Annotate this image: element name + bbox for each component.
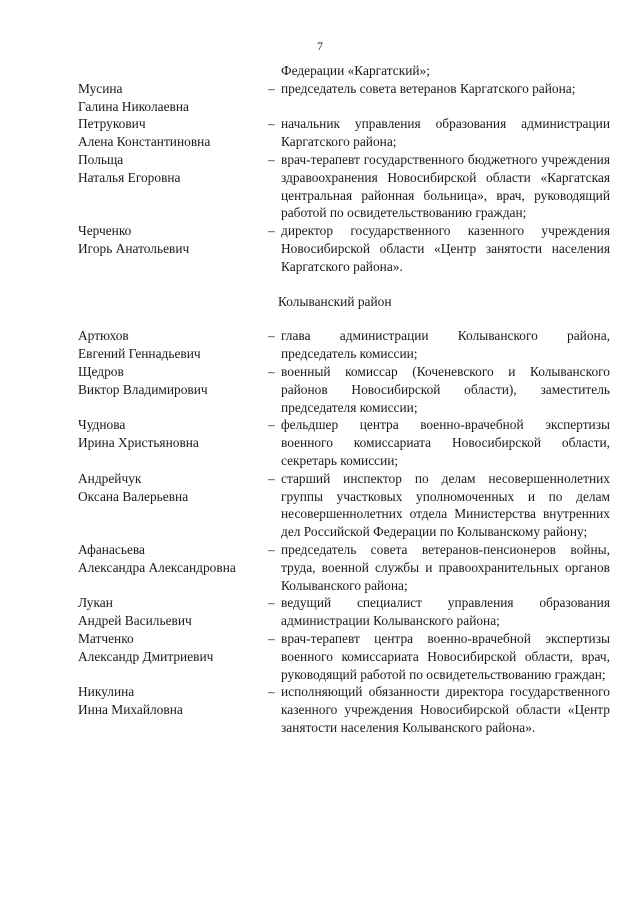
- member-name: [78, 327, 268, 363]
- member-given-names: Александра Александровна: [78, 559, 236, 575]
- member-given-names: Наталья Егоровна: [78, 169, 181, 185]
- dash-separator: –: [268, 595, 275, 611]
- member-given-names: Алена Константиновна: [78, 134, 211, 150]
- member-name: [78, 363, 268, 416]
- member-role: директор государственного казенного учреждения Новосибирской области «Центр занятости населения Каргатского района».: [281, 223, 610, 274]
- member-name: [78, 151, 268, 222]
- member-surname: Андрейчук: [78, 470, 142, 486]
- dash-separator: –: [268, 684, 275, 700]
- member-surname: Петрукович: [78, 116, 146, 132]
- section-heading-kolyvansky: Колыванский район: [278, 293, 392, 309]
- dash-separator: –: [268, 223, 275, 239]
- dash-separator: –: [268, 116, 275, 132]
- member-given-names: Оксана Валерьевна: [78, 488, 189, 504]
- dash-separator: –: [268, 541, 275, 557]
- member-surname: Лукан: [78, 595, 113, 611]
- member-given-names: Виктор Владимирович: [78, 381, 208, 397]
- member-entry: [78, 115, 610, 151]
- member-entry: [78, 541, 610, 594]
- member-surname: Мусина: [78, 80, 123, 96]
- dash-separator: –: [268, 328, 275, 344]
- member-name: [78, 683, 268, 736]
- member-surname: Артюхов: [78, 328, 129, 344]
- page-number: 7: [317, 39, 323, 53]
- member-name: [78, 222, 268, 275]
- member-entry: [78, 80, 610, 116]
- commission-list: [78, 62, 610, 737]
- member-role: исполняющий обязанности директора государственного казенного учреждения Новосибирской области «Центр занятости населения Колыванского района».: [281, 684, 610, 735]
- dash-separator: –: [268, 470, 275, 486]
- member-name: [78, 416, 268, 469]
- member-entry: [78, 327, 610, 363]
- member-surname: Афанасьева: [78, 541, 145, 557]
- member-entry: [78, 151, 610, 222]
- member-role: врач-терапевт государственного бюджетного учреждения здравоохранения Новосибирской области «Каргатская центральная районная больница», врач, руководящий работой по освидетельствованию граждан;: [281, 151, 610, 221]
- member-surname: Чуднова: [78, 417, 126, 433]
- member-entry: [78, 630, 610, 683]
- member-role: председатель совета ветеранов-пенсионеров войны, труда, военной службы и правоохранительных органов Колыванского района;: [281, 541, 610, 593]
- member-entry: [78, 222, 610, 275]
- dash-separator: –: [268, 80, 275, 96]
- member-given-names: Евгений Геннадьевич: [78, 346, 201, 362]
- dash-separator: –: [268, 151, 275, 167]
- member-entry: [78, 470, 610, 541]
- member-role: старший инспектор по делам несовершеннолетних группы участковых уполномоченных и по делам несовершеннолетних отдела Министерства внутренних дел Российской Федерации по Колыванскому району;: [281, 470, 610, 540]
- member-role: врач-терапевт центра военно-врачебной экспертизы военного комиссариата Новосибирской области, врач, руководящий работой по освидетельствованию граждан;: [281, 630, 610, 682]
- member-given-names: Галина Николаевна: [78, 98, 189, 114]
- member-name: [78, 630, 268, 683]
- member-entry: [78, 683, 610, 736]
- member-surname: Черченко: [78, 223, 132, 239]
- dash-separator: –: [268, 363, 275, 379]
- dash-separator: –: [268, 417, 275, 433]
- member-role: военный комиссар (Коченевского и Колыванского районов Новосибирской области), заместитель председателя комиссии;: [281, 363, 610, 415]
- member-given-names: Игорь Анатольевич: [78, 240, 190, 256]
- member-given-names: Ирина Христьяновна: [78, 435, 199, 451]
- member-name: [78, 594, 268, 630]
- member-given-names: Андрей Васильевич: [78, 613, 192, 629]
- member-name: [78, 115, 268, 151]
- continuation-line: Федерации «Каргатский»;: [281, 63, 430, 78]
- member-name: [78, 80, 268, 116]
- member-role: ведущий специалист управления образования администрации Колыванского района;: [281, 595, 610, 629]
- member-name: [78, 470, 268, 541]
- member-entry: [78, 363, 610, 416]
- member-surname: Никулина: [78, 684, 135, 700]
- member-role: фельдшер центра военно-врачебной экспертизы военного комиссариата Новосибирской области, секретарь комиссии;: [281, 417, 610, 468]
- section-kolyvansky-members: [78, 327, 610, 736]
- member-role: начальник управления образования администрации Каргатского района;: [281, 116, 610, 150]
- member-given-names: Александр Дмитриевич: [78, 648, 214, 664]
- member-entry: [78, 416, 610, 469]
- member-name: [78, 541, 268, 594]
- member-entry: [78, 594, 610, 630]
- member-surname: Щедров: [78, 363, 124, 379]
- member-surname: Матченко: [78, 630, 134, 646]
- member-given-names: Инна Михайловна: [78, 702, 183, 718]
- member-role: глава администрации Колыванского района, председатель комиссии;: [281, 328, 610, 362]
- member-role: председатель совета ветеранов Каргатского района;: [281, 80, 576, 96]
- dash-separator: –: [268, 630, 275, 646]
- member-surname: Польща: [78, 151, 124, 167]
- section-kargatsky-members: [78, 80, 610, 276]
